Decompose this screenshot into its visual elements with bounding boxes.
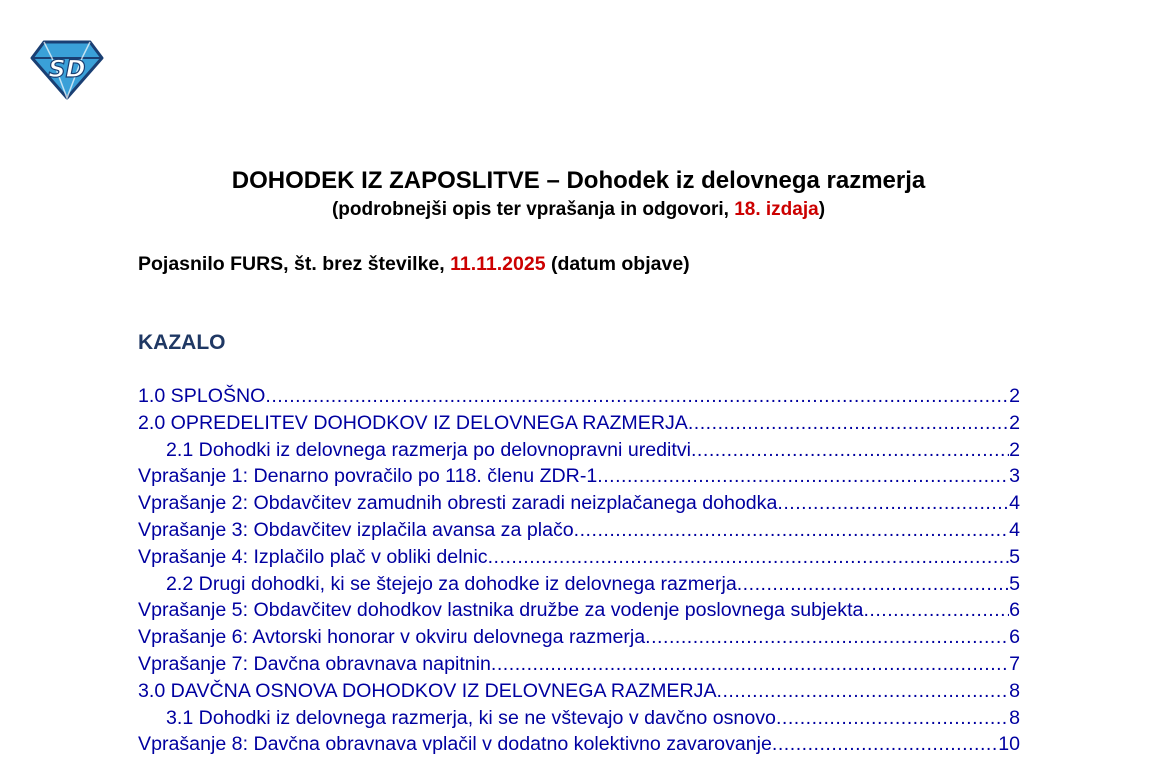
- toc-dot-leader: [265, 383, 1009, 410]
- edition-label: 18. izdaja: [734, 199, 819, 220]
- toc-page-number[interactable]: 4: [1009, 492, 1020, 515]
- note-prefix: Pojasnilo FURS, št. brez številke,: [138, 253, 451, 275]
- toc-dot-leader: [597, 463, 1009, 490]
- sd-diamond-logo-icon: [30, 40, 104, 100]
- toc-heading: KAZALO: [138, 331, 226, 354]
- toc-entry[interactable]: [138, 731, 1020, 758]
- document-subtitle: [0, 198, 1157, 222]
- toc-page-number[interactable]: 6: [1009, 599, 1020, 622]
- toc-page-number[interactable]: 8: [1009, 679, 1020, 702]
- toc-page-number[interactable]: 4: [1009, 518, 1020, 541]
- subtitle-prefix: (podrobnejši opis ter vprašanja in odgovori,: [331, 199, 735, 220]
- toc-entry[interactable]: [138, 463, 1020, 490]
- document-title: DOHODEK IZ ZAPOSLITVE – Dohodek iz delovnega razmerja: [231, 167, 926, 194]
- toc-page-number[interactable]: 5: [1009, 572, 1020, 595]
- toc-entry-title[interactable]: Vprašanje 1: Denarno povračilo po 118. členu ZDR-1: [138, 465, 598, 488]
- toc-dot-leader: [688, 410, 1009, 437]
- toc-entry[interactable]: [138, 624, 1020, 651]
- toc-entry-title[interactable]: Vprašanje 5: Obdavčitev dohodkov lastnika družbe za vodenje poslovnega subjekta: [138, 599, 864, 622]
- toc-entry[interactable]: [138, 651, 1020, 678]
- toc-page-number[interactable]: 5: [1009, 545, 1020, 568]
- toc-entry-title[interactable]: Vprašanje 6: Avtorski honorar v okviru delovnega razmerja: [138, 626, 646, 649]
- toc-dot-leader: [691, 437, 1009, 464]
- subtitle-suffix: ): [818, 199, 826, 220]
- publication-date: 11.11.2025: [450, 253, 546, 275]
- toc-entry-title[interactable]: 3.1 Dohodki iz delovnega razmerja, ki se ne vštevajo v davčno osnovo: [166, 706, 776, 729]
- toc-page-number[interactable]: 2: [1009, 411, 1020, 434]
- toc-dot-leader: [717, 678, 1010, 705]
- toc-page-number[interactable]: 3: [1009, 465, 1020, 488]
- toc-dot-leader: [574, 517, 1009, 544]
- note-suffix: (datum objave): [545, 253, 690, 275]
- toc-dot-leader: [772, 731, 998, 758]
- toc-entry[interactable]: [138, 544, 1020, 571]
- toc-entry-title[interactable]: Vprašanje 3: Obdavčitev izplačila avansa za plačo: [138, 518, 574, 541]
- toc-entry-title[interactable]: 2.1 Dohodki iz delovnega razmerja po delovnopravni ureditvi: [166, 438, 691, 461]
- toc-entry-title[interactable]: Vprašanje 7: Davčna obravnava napitnin: [138, 652, 491, 675]
- toc-dot-leader: [491, 651, 1009, 678]
- toc-page-number[interactable]: 10: [998, 733, 1020, 756]
- toc-page-number[interactable]: 7: [1009, 652, 1020, 675]
- toc-entry[interactable]: [138, 597, 1020, 624]
- toc-page-number[interactable]: 6: [1009, 626, 1020, 649]
- toc-entry[interactable]: [138, 490, 1020, 517]
- toc-entry-title[interactable]: 1.0 SPLOŠNO: [138, 385, 266, 407]
- table-of-contents: [138, 383, 1020, 758]
- toc-dot-leader: [645, 624, 1009, 651]
- toc-entry[interactable]: [138, 517, 1020, 544]
- toc-entry[interactable]: [138, 410, 1020, 437]
- toc-page-number[interactable]: 2: [1009, 385, 1020, 407]
- toc-entry[interactable]: [138, 383, 1020, 410]
- furs-note: [138, 251, 690, 277]
- logo-text: SD: [48, 55, 86, 83]
- toc-dot-leader: [488, 544, 1009, 571]
- toc-entry[interactable]: [138, 571, 1020, 598]
- toc-entry[interactable]: [138, 705, 1020, 732]
- toc-page-number[interactable]: 8: [1009, 706, 1020, 729]
- toc-dot-leader: [776, 705, 1009, 732]
- toc-entry-title[interactable]: 2.0 OPREDELITEV DOHODKOV IZ DELOVNEGA RAZMERJA: [138, 411, 688, 434]
- toc-page-number[interactable]: 2: [1009, 438, 1020, 461]
- toc-entry-title[interactable]: Vprašanje 8: Davčna obravnava vplačil v dodatno kolektivno zavarovanje: [138, 733, 772, 756]
- toc-entry-title[interactable]: 2.2 Drugi dohodki, ki se štejejo za dohodke iz delovnega razmerja: [166, 572, 737, 595]
- toc-entry-title[interactable]: Vprašanje 4: Izplačilo plač v obliki delnic: [138, 545, 488, 568]
- toc-dot-leader: [863, 597, 1009, 624]
- toc-entry-title[interactable]: Vprašanje 2: Obdavčitev zamudnih obresti zaradi neizplačanega dohodka: [138, 492, 778, 515]
- toc-entry[interactable]: [138, 678, 1020, 705]
- toc-dot-leader: [777, 490, 1009, 517]
- toc-entry-title[interactable]: 3.0 DAVČNA OSNOVA DOHODKOV IZ DELOVNEGA RAZMERJA: [138, 679, 717, 702]
- toc-entry[interactable]: [138, 437, 1020, 464]
- toc-dot-leader: [737, 571, 1009, 598]
